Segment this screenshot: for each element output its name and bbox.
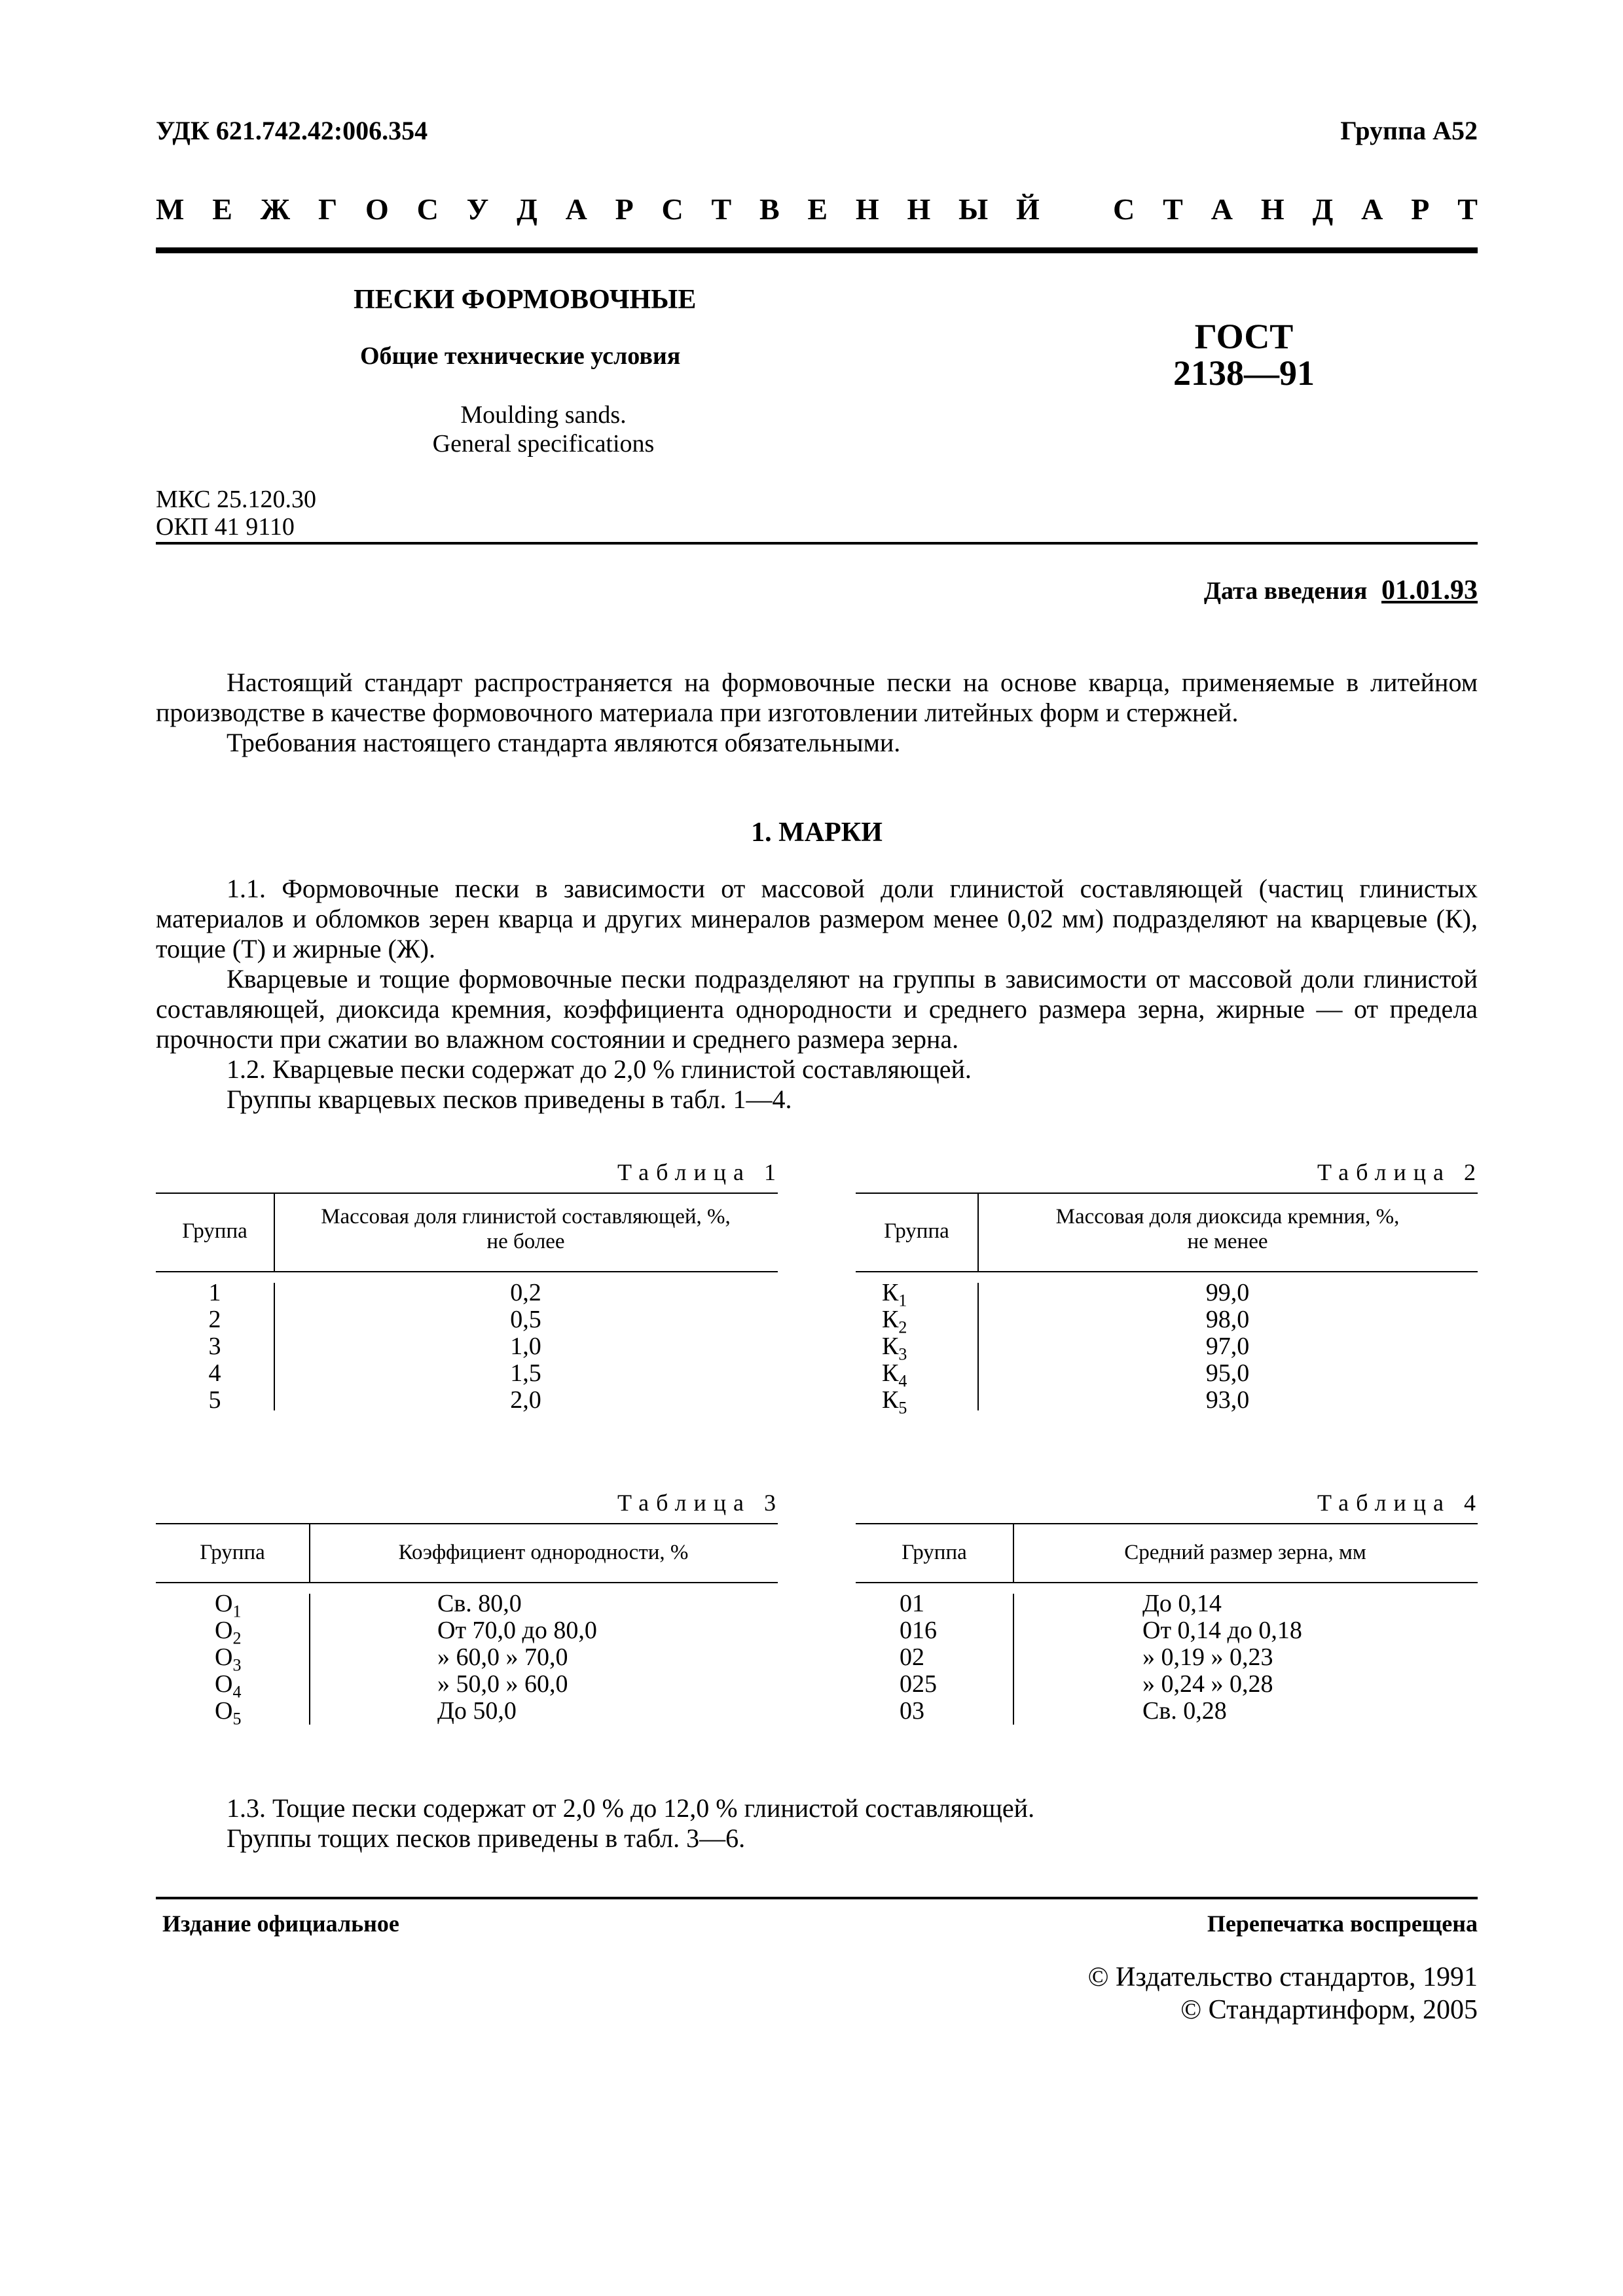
- table-row: [156, 1306, 778, 1333]
- group-cell: [900, 1698, 1030, 1725]
- group-cell: [900, 1671, 1030, 1698]
- mezhgos-letter: Д: [517, 192, 538, 226]
- table-4-body: [856, 1590, 1478, 1725]
- gost-label: ГОСТ: [1194, 317, 1294, 356]
- value-cell: 98,0: [1205, 1306, 1250, 1333]
- group-label: К: [882, 1306, 899, 1333]
- intro-paragraph-1: Настоящий стандарт распространяется на формовочные пески на основе кварца, применяемые в литейном производстве в качестве формовочного материала при изготовлении литейных форм и стержней.: [156, 668, 1478, 727]
- mezhgos-letter: Ы: [958, 192, 989, 226]
- mezhgos-letter: Р: [615, 192, 634, 226]
- gost-block: [1113, 318, 1375, 391]
- paragraph-1-1: 1.1. Формовочные пески в зависимости от массовой доли глинистой составляющей (частиц глинистых материалов и обломков зерен кварца и других минералов размером менее 0,02 мм) подразделяют на кварцевые (К), тощие (Т) и жирные (Ж).: [156, 874, 1478, 963]
- section-1-text: [156, 874, 1478, 1115]
- english-title-line1: Moulding sands.: [460, 401, 627, 429]
- group-label: 025: [900, 1670, 937, 1698]
- table-3-header-rule: [156, 1582, 778, 1583]
- value-cell: От 70,0 до 80,0: [437, 1617, 597, 1644]
- table-row: [156, 1590, 778, 1621]
- table-2-col-value: [977, 1204, 1478, 1254]
- standart-letter: Р: [1411, 192, 1430, 226]
- group-label: 016: [900, 1617, 937, 1644]
- paragraph-1-2: 1.2. Кварцевые пески содержат до 2,0 % глинистой составляющей.: [227, 1054, 972, 1084]
- udk-code: УДК 621.742.42:006.354: [156, 116, 428, 145]
- table-2-body: [856, 1279, 1478, 1418]
- table-2-top-rule: [856, 1193, 1478, 1194]
- group-cell: [900, 1644, 1030, 1671]
- table-2-caption: Таблица 2: [1317, 1159, 1483, 1185]
- english-title-line2: General specifications: [432, 430, 655, 457]
- standart-heading: [1113, 192, 1478, 226]
- value-cell: 93,0: [1205, 1386, 1250, 1414]
- group-label: 2: [208, 1306, 221, 1333]
- table-row: [856, 1698, 1478, 1725]
- table-1-top-rule: [156, 1193, 778, 1194]
- table-row: [856, 1386, 1478, 1418]
- group-cell: [156, 1333, 274, 1360]
- value-cell: От 0,14 до 0,18: [1142, 1617, 1302, 1644]
- group-subscript: 2: [898, 1318, 907, 1337]
- mezhgos-letter: Г: [318, 192, 338, 226]
- group-code: Группа А52: [1340, 116, 1478, 145]
- group-cell: [882, 1387, 974, 1422]
- group-label: О: [215, 1590, 233, 1617]
- group-subscript: 2: [232, 1628, 242, 1648]
- classification-codes: [156, 486, 316, 541]
- group-subscript: 1: [232, 1602, 242, 1621]
- table-3: [156, 1489, 783, 1751]
- table-4: [856, 1489, 1483, 1751]
- table-row: [856, 1644, 1478, 1671]
- mezhgos-letter: Н: [855, 192, 879, 226]
- mezhgos-letter: Н: [907, 192, 931, 226]
- copyright-2005: © Стандартинформ, 2005: [1180, 1995, 1478, 2025]
- copyright-1991: © Издательство стандартов, 1991: [1087, 1962, 1478, 1992]
- value-cell: Св. 0,28: [1142, 1697, 1227, 1725]
- group-cell: [156, 1387, 274, 1414]
- group-subscript: 1: [898, 1291, 907, 1310]
- table-1-header-rule: [156, 1271, 778, 1272]
- mezhgosudarstvenny-heading: [156, 192, 1040, 226]
- mezhgos-letter: Е: [807, 192, 828, 226]
- table-2-col-group: Группа: [884, 1219, 949, 1243]
- table-row: [856, 1590, 1478, 1617]
- value-cell: 0,2: [510, 1279, 541, 1306]
- paragraph-1-3: 1.3. Тощие пески содержат от 2,0 % до 12,0 % глинистой составляющей.: [227, 1793, 1035, 1823]
- mezhgos-letter: О: [365, 192, 389, 226]
- table-1: [156, 1158, 783, 1420]
- table-3-col-value: Коэффициент однородности, %: [398, 1541, 689, 1564]
- value-cell: 99,0: [1205, 1279, 1250, 1306]
- standart-letter: Н: [1260, 192, 1285, 226]
- table-3-col-group: Группа: [200, 1541, 265, 1564]
- mezhgos-letter: Й: [1015, 192, 1040, 226]
- group-cell: [156, 1306, 274, 1333]
- table-row: [156, 1387, 778, 1414]
- standart-letter: А: [1361, 192, 1383, 226]
- mezhgos-letter: Ж: [260, 192, 291, 226]
- table-2: [856, 1158, 1483, 1420]
- table-1-caption: Таблица 1: [617, 1159, 783, 1185]
- table-2-col-value-line1: Массовая доля диоксида кремния, %,: [1055, 1205, 1400, 1229]
- table-2-col-value-line2: не менее: [1187, 1230, 1268, 1253]
- group-label: 4: [208, 1359, 221, 1387]
- value-cell: Св. 80,0: [437, 1590, 522, 1617]
- copyright-block: [1088, 1961, 1478, 2026]
- paragraph-1-2-cont: Группы кварцевых песков приведены в табл. 1—4.: [227, 1085, 792, 1114]
- mezhgos-letter: С: [661, 192, 684, 226]
- group-subscript: 4: [898, 1371, 907, 1391]
- value-cell: 0,5: [510, 1306, 541, 1333]
- date-value: 01.01.93: [1381, 575, 1478, 605]
- table-row: [856, 1617, 1478, 1644]
- group-cell: [156, 1360, 274, 1387]
- group-label: 01: [900, 1590, 924, 1617]
- standart-letter: А: [1211, 192, 1233, 226]
- value-cell: 1,5: [510, 1359, 541, 1387]
- group-label: 3: [208, 1333, 221, 1360]
- group-subscript: 3: [232, 1655, 242, 1675]
- standart-letter: Т: [1457, 192, 1478, 226]
- group-label: 5: [208, 1386, 221, 1414]
- group-label: К: [882, 1279, 899, 1306]
- table-row: [156, 1697, 778, 1729]
- codes-rule: [156, 542, 1478, 545]
- table-row: [156, 1280, 778, 1306]
- mezhgos-letter: Т: [711, 192, 732, 226]
- group-label: 1: [208, 1279, 221, 1306]
- table-row: [156, 1617, 778, 1648]
- group-label: О: [215, 1670, 233, 1698]
- table-4-header-rule: [856, 1582, 1478, 1583]
- value-cell: 95,0: [1205, 1359, 1250, 1387]
- group-subscript: 5: [898, 1398, 907, 1418]
- value-cell: 2,0: [510, 1386, 541, 1414]
- group-label: К: [882, 1386, 899, 1414]
- value-cell: До 0,14: [1142, 1590, 1222, 1617]
- section-heading: 1. МАРКИ: [751, 817, 883, 848]
- table-4-col-value: Средний размер зерна, мм: [1124, 1541, 1366, 1564]
- value-cell: » 60,0 » 70,0: [437, 1643, 568, 1671]
- mezhgos-letter: А: [565, 192, 587, 226]
- table-row: [156, 1670, 778, 1702]
- mezhgos-letter: М: [156, 192, 185, 226]
- table-1-body: [156, 1280, 778, 1414]
- group-label: 02: [900, 1643, 924, 1671]
- group-label: О: [215, 1697, 233, 1725]
- table-row: [156, 1643, 778, 1675]
- group-label: О: [215, 1617, 233, 1644]
- paragraph-1-1-cont: Кварцевые и тощие формовочные пески подразделяют на группы в зависимости от массовой доли глинистой составляющей, диоксида кремния, коэффициента однородности и среднего размера зерна, жирные — от предела прочности при сжатии во влажном состоянии и среднего размера зерна.: [156, 964, 1478, 1054]
- table-3-top-rule: [156, 1523, 778, 1524]
- group-cell: [215, 1698, 306, 1732]
- intro-paragraph-2: Требования настоящего стандарта являются обязательными.: [227, 728, 901, 757]
- intro-text: [156, 668, 1478, 758]
- table-3-body: [156, 1590, 778, 1729]
- group-label: О: [215, 1643, 233, 1671]
- table-row: [856, 1333, 1478, 1364]
- gost-number: 2138—91: [1173, 353, 1315, 393]
- group-subscript: 4: [232, 1682, 242, 1702]
- table-1-col-value-line1: Массовая доля глинистой составляющей, %,: [321, 1205, 731, 1229]
- table-2-header-rule: [856, 1271, 1478, 1272]
- table-4-caption: Таблица 4: [1317, 1490, 1483, 1516]
- standart-letter: С: [1113, 192, 1135, 226]
- table-row: [856, 1671, 1478, 1698]
- group-cell: [900, 1617, 1030, 1644]
- group-label: К: [882, 1359, 899, 1387]
- table-row: [856, 1306, 1478, 1337]
- document-subtitle: Общие технические условия: [360, 342, 681, 370]
- group-cell: [156, 1280, 274, 1306]
- okp-code: ОКП 41 9110: [156, 513, 295, 541]
- table-row: [156, 1360, 778, 1387]
- standart-letter: Т: [1163, 192, 1183, 226]
- table-4-col-group: Группа: [902, 1541, 967, 1564]
- value-cell: До 50,0: [437, 1697, 517, 1725]
- table-1-col-group: Группа: [182, 1219, 247, 1243]
- header-rule: [156, 247, 1478, 253]
- section-1-3-text: [156, 1793, 1478, 1854]
- mezhgos-letter: У: [466, 192, 489, 226]
- group-cell: [900, 1590, 1030, 1617]
- introduction-date: [1204, 575, 1478, 606]
- table-3-caption: Таблица 3: [617, 1490, 783, 1516]
- table-row: [156, 1333, 778, 1360]
- mezhgos-letter: В: [759, 192, 780, 226]
- value-cell: » 0,19 » 0,23: [1142, 1643, 1273, 1671]
- standart-letter: Д: [1312, 192, 1334, 226]
- value-cell: 97,0: [1205, 1333, 1250, 1360]
- table-row: [856, 1279, 1478, 1310]
- mks-code: МКС 25.120.30: [156, 486, 317, 513]
- table-1-col-value: [274, 1204, 778, 1254]
- mezhgos-letter: С: [416, 192, 439, 226]
- value-cell: » 50,0 » 60,0: [437, 1670, 568, 1698]
- table-4-top-rule: [856, 1523, 1478, 1524]
- value-cell: 1,0: [510, 1333, 541, 1360]
- english-title: [347, 401, 740, 458]
- date-label: Дата введения: [1203, 577, 1368, 605]
- group-label: К: [882, 1333, 899, 1360]
- footer-rule: [156, 1897, 1478, 1899]
- group-subscript: 5: [232, 1709, 242, 1729]
- mezhgos-letter: Е: [212, 192, 232, 226]
- value-cell: » 0,24 » 0,28: [1142, 1670, 1273, 1698]
- official-edition: Издание официальное: [162, 1910, 399, 1937]
- document-title: ПЕСКИ ФОРМОВОЧНЫЕ: [354, 285, 697, 315]
- table-row: [856, 1359, 1478, 1391]
- group-subscript: 3: [898, 1344, 907, 1364]
- paragraph-1-3-cont: Группы тощих песков приведены в табл. 3—6.: [227, 1823, 746, 1853]
- table-1-col-value-line2: не более: [486, 1230, 565, 1253]
- group-label: 03: [900, 1697, 924, 1725]
- reprint-notice: Перепечатка воспрещена: [1207, 1910, 1478, 1937]
